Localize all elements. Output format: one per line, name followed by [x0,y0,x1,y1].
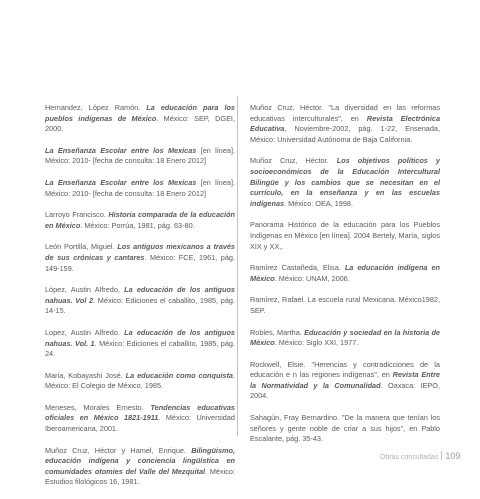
footer-separator [441,451,442,460]
reference-entry [250,328,440,349]
reference-lead: Muñoz Cruz, Héctor. "La diversidad en las reformas educativas interculturales", en [250,103,440,123]
reference-lead: López, Austin Alfredo, [45,285,125,295]
reference-entry [45,146,235,167]
reference-entry [250,295,440,316]
page-footer [380,451,460,461]
reference-lead: Muñoz Cruz, Héctor. [250,156,337,166]
reference-title: Revista Entre la Normatividad y la Comunalidad [250,370,440,390]
reference-title: La educación indígena en México [250,263,440,283]
reference-title: La Enseñanza Escolar entre los Mexicas [45,145,197,155]
reference-title: La Enseñanza Escolar entre los Mexicas [45,177,197,187]
reference-lead: Ramírez Castañeda, Elisa. [250,263,345,273]
reference-title: La educación de los antiguos nahuas. Vol. 1 [45,327,235,348]
reference-title: Educación y sociedad en la historia de México [250,327,440,348]
reference-tail: . México: El Colegio de México, 1985. [45,370,236,391]
reference-lead: Robles, Martha. [250,327,305,337]
reference-tail: . México: SEP, DGEI, 2000. [45,113,235,134]
reference-lead: Meneses, Morales Ernesto. [45,402,151,412]
right-column [250,103,440,456]
reference-lead: Larroyo Francisco. [45,210,109,220]
reference-tail: . México: UNAM, 2006. [274,273,350,283]
reference-lead: León Portilla, Miguel. [45,242,118,252]
reference-entry [45,446,235,488]
reference-lead: Muñoz Cruz, Héctor y Hamel, Enrique. [45,445,192,455]
reference-entry [45,403,235,435]
reference-lead: Sahagún, Fray Bernardino. "De la manera que tenían los señores y gente noble de criar a sus hijos", en Pablo Escalante, pág. 35-43. [250,413,440,444]
reference-title: Historia comparada de la educación en México [45,210,236,230]
reference-entry [45,242,235,274]
reference-tail: . México: Universidad Iberoamericana, 2001. [45,413,235,434]
reference-tail: . México: FCE, 1961, pág. 149-159. [45,252,235,273]
left-column [45,103,235,499]
reference-tail: . México: Ediciones el caballito, 1985, pág. 24. [45,338,235,359]
reference-title: La educación como conquista [125,370,233,380]
reference-title: La educación para los pueblos indígenas de México [45,103,235,123]
reference-tail: [en línea]. México: 2010- [fecha de consulta: 18 Enero 2012] [45,145,236,166]
reference-entry [45,285,235,317]
reference-title: Bilingüismo, educación indígena y conciencia lingüística en comunidades otomíes del Valle del Mezquital [45,445,235,476]
reference-entry [250,220,440,252]
page-number: 109 [445,451,461,461]
reference-title: Tendencias educativas oficiales en México 1821-1911 [45,402,235,423]
reference-title: Los antiguos mexicanos a través de sus crónicas y cantares [45,242,235,262]
reference-title: Revista Electrónica Educativa [250,113,441,134]
reference-entry [250,156,440,209]
reference-entry [250,360,440,402]
reference-tail: . México: Siglo XXI, 1977. [274,338,359,348]
reference-tail: . México: Estudios filológicos 16, 1981. [45,466,235,487]
reference-entry [250,413,440,445]
reference-lead: Hernandez, López Ramón. [45,103,147,112]
reference-tail: . México: OEA, 1998. [284,198,354,208]
column-divider [237,96,238,436]
reference-entry [45,103,235,135]
reference-lead: Ramírez, Rafael. La escuela rural Mexicana. México1982, SEP. [250,295,440,315]
reference-lead: Rockwell, Elsie. "Herencias y contradicciones de la educación e n las regiones indígenas", en [250,359,440,380]
reference-tail: . México: Porrúa, 1981, pág. 63-80. [80,220,195,230]
reference-entry [45,210,235,231]
reference-tail: . México: Ediciones el caballito, 1985, pág. 14-15. [45,295,235,316]
reference-lead: Panorama Histórico de la educación para los Pueblos Indígenas en México [en línea]. 2004 Bertely, María, siglos XIX y XX,. [250,220,440,251]
reference-entry [250,103,440,145]
reference-title: Los objetivos políticos y socioeconómicos de la Educación Intercultural Bilingüe y los cambios que se necesitan en el currículo, en la enseñanza y en las escuelas indígenas [250,156,440,208]
reference-title: La educación de los antiguos nahuas. Vol 2 [45,285,235,305]
reference-tail: [en línea]. México: 2010- [fecha de consulta: 18 Enero 2012] [45,177,236,198]
reference-entry [45,371,235,392]
reference-tail: , Noviembre-2002, pág. 1-22, Ensenada, México: Universidad Autónoma de Baja California. [250,124,440,144]
footer-section-title: Obras consultadas [380,454,439,461]
reference-entry [250,263,440,284]
reference-lead: Maria, Kobayashi José. [45,370,126,380]
reference-lead: Lopez, Austin Alfredo. [45,327,125,337]
reference-entry [45,328,235,360]
reference-tail: . Oaxaca: IEPO, 2004. [250,380,440,401]
reference-entry [45,178,235,199]
